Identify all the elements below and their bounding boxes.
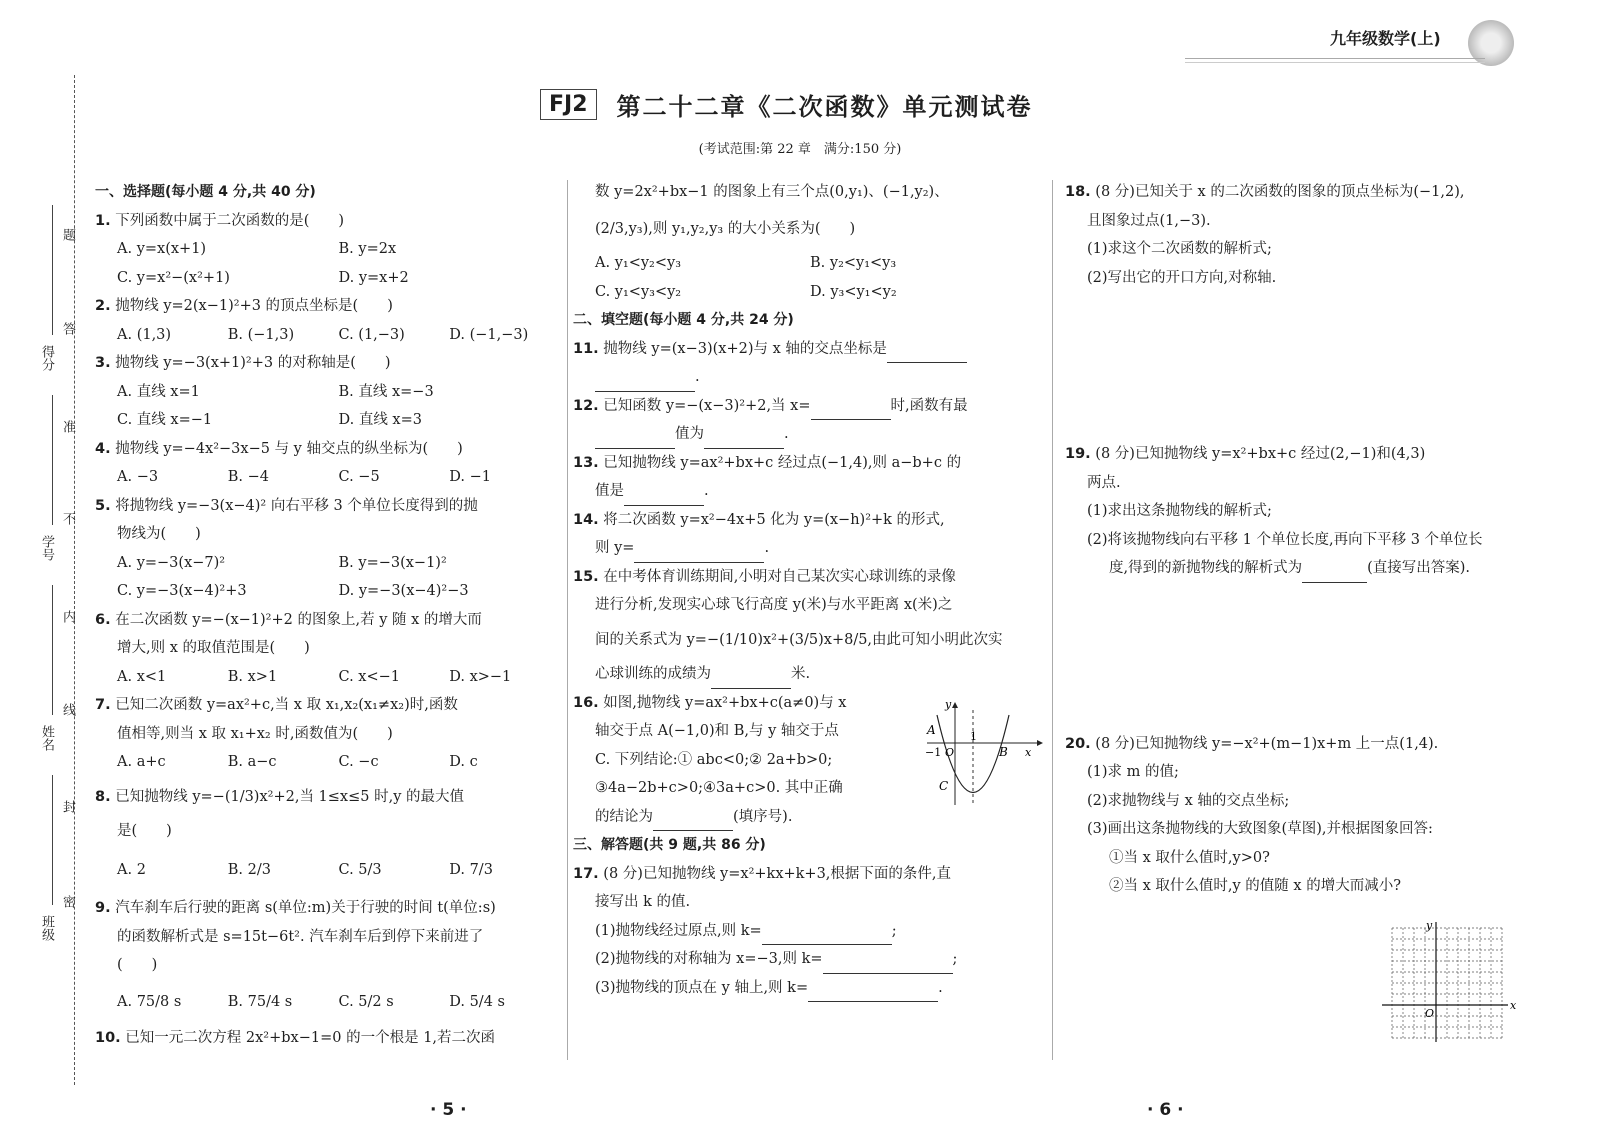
question-number: 20. <box>1065 735 1091 752</box>
answer-blank[interactable] <box>1302 564 1367 583</box>
x-axis-label: x <box>1510 999 1517 1012</box>
question-20-coordinate-grid[interactable] <box>1382 920 1522 1050</box>
question-20-part1: (1)求 m 的值; <box>1087 764 1179 780</box>
question-5: 5. 将抛物线 y=−3(x−4)² 向右平移 3 个单位长度得到的抛 <box>95 497 478 514</box>
question-11: 11. 抛物线 y=(x−3)(x+2)与 x 轴的交点坐标是 <box>573 335 1043 364</box>
answer-blank[interactable] <box>887 344 967 363</box>
binding-rule <box>52 395 53 525</box>
question-17-part3: (3)抛物线的顶点在 y 轴上,则 k= . <box>573 974 1043 1003</box>
question-12-cont: 值为 . <box>573 420 1043 449</box>
binding-char: 准 <box>60 420 75 433</box>
question-8-options: A. 2 B. 2/3 C. 5/3 D. 7/3 <box>117 861 493 878</box>
answer-blank[interactable] <box>595 430 675 449</box>
question-number: 13. <box>573 454 599 471</box>
question-number: 5. <box>95 497 111 514</box>
question-19: 19. (8 分)已知抛物线 y=x²+bx+c 经过(2,−1)和(4,3) <box>1065 446 1426 462</box>
binding-field-class: 班级 <box>39 915 54 941</box>
question-13-cont: 值是 . <box>573 477 1043 506</box>
question-16: 16. 如图,抛物线 y=ax²+bx+c(a≠0)与 x <box>573 694 847 711</box>
binding-dashed-line <box>74 75 75 1085</box>
column-divider <box>567 180 568 1060</box>
y-axis-arrow <box>952 702 958 708</box>
question-18-cont: 且图象过点(1,−3). <box>1087 212 1211 229</box>
question-20-part2: (2)求抛物线与 x 轴的交点坐标; <box>1087 792 1290 809</box>
question-8-cont: 是( ) <box>117 823 172 839</box>
question-number: 9. <box>95 900 111 916</box>
question-2: 2. 抛物线 y=2(x−1)²+3 的顶点坐标是( ) <box>95 298 393 314</box>
section-heading-solve: 三、解答题(共 9 题,共 86 分) <box>573 837 766 853</box>
question-10: 10. 已知一元二次方程 2x²+bx−1=0 的一个根是 1,若二次函 <box>95 1030 496 1046</box>
question-1: 1. 下列函数中属于二次函数的是( ) <box>95 212 345 229</box>
question-10-cont: 数 y=2x²+bx−1 的图象上有三个点(0,y₁)、(−1,y₂)、 <box>595 184 949 200</box>
tick-1-label: 1 <box>970 730 977 743</box>
question-15-cont: 进行分析,发现实心球飞行高度 y(米)与水平距离 x(米)之 <box>595 597 953 613</box>
answer-blank[interactable] <box>823 955 953 974</box>
question-9-cont: 的函数解析式是 s=15t−6t². 汽车刹车后到停下来前进了 <box>117 928 484 945</box>
question-number: 18. <box>1065 184 1091 200</box>
middle-column <box>573 178 1043 1002</box>
question-17: 17. (8 分)已知抛物线 y=x²+kx+k+3,根据下面的条件,直 <box>573 865 952 882</box>
origin-label: O <box>945 746 955 759</box>
header-rule-2 <box>1185 62 1485 63</box>
question-number: 15. <box>573 568 599 585</box>
question-6-cont: 增大,则 x 的取值范围是( ) <box>117 640 310 656</box>
question-number: 3. <box>95 355 111 371</box>
question-19-part1: (1)求出这条抛物线的解析式; <box>1087 503 1272 519</box>
answer-blank[interactable] <box>762 926 892 945</box>
x-axis-label: x <box>1025 746 1032 759</box>
question-10-options: C. y₁<y₃<y₂ D. y₃<y₁<y₂ <box>595 283 897 300</box>
origin-label: O <box>1425 1007 1435 1020</box>
exam-scope: (考试范围:第 22 章 满分:150 分) <box>698 142 902 157</box>
y-axis-label: y <box>1426 920 1433 932</box>
answer-blank[interactable] <box>711 670 791 689</box>
question-18-work-space[interactable] <box>1065 292 1545 440</box>
answer-blank[interactable] <box>653 812 733 831</box>
question-18: 18. (8 分)已知关于 x 的二次函数的图象的顶点坐标为(−1,2), <box>1065 184 1465 200</box>
answer-blank[interactable] <box>808 983 938 1002</box>
page-number-left: · 5 · <box>430 1100 467 1120</box>
question-14: 14. 将二次函数 y=x²−4x+5 化为 y=(x−h)²+k 的形式, <box>573 511 945 528</box>
question-11-cont: . <box>573 363 1043 392</box>
question-17-part1: (1)抛物线经过原点,则 k= ; <box>573 917 1043 946</box>
question-15-cont: 间的关系式为 y=−(1/10)x²+(3/5)x+8/5,由此可知小明此次实 <box>595 631 1003 648</box>
question-10-options: A. y₁<y₂<y₃ B. y₂<y₁<y₃ <box>595 255 897 271</box>
question-number: 8. <box>95 788 111 805</box>
question-1-options: A. y=x(x+1) B. y=2x <box>117 241 397 257</box>
answer-blank[interactable] <box>811 401 891 420</box>
point-b-label: B <box>999 745 1008 759</box>
answer-blank[interactable] <box>634 544 764 563</box>
question-number: 17. <box>573 865 599 882</box>
question-17-cont: 接写出 k 的值. <box>595 894 691 910</box>
question-4-options: A. −3 B. −4 C. −5 D. −1 <box>117 469 491 485</box>
answer-blank[interactable] <box>624 487 704 506</box>
binding-char: 答 <box>60 322 75 335</box>
question-5-options: C. y=−3(x−4)²+3 D. y=−3(x−4)²−3 <box>117 583 469 599</box>
question-number: 4. <box>95 440 111 457</box>
question-number: 2. <box>95 298 111 314</box>
question-9-options: A. 75/8 s B. 75/4 s C. 5/2 s D. 5/4 s <box>117 993 505 1010</box>
header-decoration-icon <box>1468 20 1514 66</box>
question-20-part3-sub2: ②当 x 取什么值时,y 的值随 x 的增大而减小? <box>1109 878 1401 894</box>
question-16-cont: C. 下列结论:① abc<0;② 2a+b>0; <box>595 751 833 768</box>
question-6: 6. 在二次函数 y=−(x−1)²+2 的图象上,若 y 随 x 的增大而 <box>95 611 482 628</box>
question-number: 1. <box>95 212 111 229</box>
x-axis-arrow <box>1037 740 1043 746</box>
question-3: 3. 抛物线 y=−3(x+1)²+3 的对称轴是( ) <box>95 355 391 371</box>
question-8: 8. 已知抛物线 y=−(1/3)x²+2,当 1≤x≤5 时,y 的最大值 <box>95 788 464 805</box>
binding-char: 内 <box>60 610 75 623</box>
question-17-part2: (2)抛物线的对称轴为 x=−3,则 k= ; <box>573 945 1043 974</box>
book-header-label: 九年级数学(上) <box>1330 29 1441 48</box>
question-number: 14. <box>573 511 599 528</box>
question-10-cont: (2/3,y₃),则 y₁,y₂,y₃ 的大小关系为( ) <box>595 220 856 237</box>
question-18-part1: (1)求这个二次函数的解析式; <box>1087 241 1272 257</box>
question-4: 4. 抛物线 y=−4x²−3x−5 与 y 轴交点的纵坐标为( ) <box>95 440 463 457</box>
binding-char: 线 <box>60 703 75 716</box>
binding-char: 密 <box>60 895 75 908</box>
question-19-part2: (2)将该抛物线向右平移 1 个单位长度,再向下平移 3 个单位长 <box>1087 531 1483 548</box>
question-number: 12. <box>573 397 599 414</box>
question-number: 6. <box>95 611 111 628</box>
question-6-options: A. x<1 B. x>1 C. x<−1 D. x>−1 <box>117 668 512 685</box>
question-19-part2-cont: 度,得到的新抛物线的解析式为 (直接写出答案). <box>1065 554 1545 583</box>
question-number: 7. <box>95 697 111 713</box>
question-3-options: C. 直线 x=−1 D. 直线 x=3 <box>117 412 422 428</box>
question-3-options: A. 直线 x=1 B. 直线 x=−3 <box>117 383 434 400</box>
question-number: 16. <box>573 694 599 711</box>
question-19-cont: 两点. <box>1087 474 1121 491</box>
binding-field-name: 姓名 <box>39 725 54 751</box>
binding-rule <box>52 205 53 335</box>
binding-char: 不 <box>60 512 75 525</box>
question-7: 7. 已知二次函数 y=ax²+c,当 x 取 x₁,x₂(x₁≠x₂)时,函数 <box>95 697 458 713</box>
y-axis-label: y <box>945 700 952 711</box>
section-heading-fill: 二、填空题(每小题 4 分,共 24 分) <box>573 312 794 328</box>
column-divider <box>1052 180 1053 1060</box>
question-16-cont: 轴交于点 A(−1,0)和 B,与 y 轴交于点 <box>595 723 839 739</box>
question-7-cont: 值相等,则当 x 取 x₁+x₂ 时,函数值为( ) <box>117 725 393 742</box>
question-20-part3: (3)画出这条抛物线的大致图象(草图),并根据图象回答: <box>1087 821 1433 837</box>
question-9: 9. 汽车刹车后行驶的距离 s(单位:m)关于行驶的时间 t(单位:s) <box>95 900 496 916</box>
right-column <box>1065 178 1545 901</box>
question-13: 13. 已知抛物线 y=ax²+bx+c 经过点(−1,4),则 a−b+c 的 <box>573 454 962 471</box>
question-2-options: A. (1,3) B. (−1,3) C. (1,−3) D. (−1,−3) <box>117 326 529 343</box>
binding-field-student-id: 学号 <box>39 535 54 561</box>
tick-neg1-label: −1 <box>925 746 942 759</box>
question-number: 11. <box>573 340 599 357</box>
point-a-label: A <box>927 723 936 737</box>
point-c-label: C <box>939 779 949 793</box>
question-14-cont: 则 y= . <box>573 534 1043 563</box>
question-15-cont: 心球训练的成绩为 米. <box>573 660 1043 689</box>
binding-field-score: 得分 <box>39 345 54 371</box>
question-16-parabola-figure <box>925 700 1045 810</box>
question-18-part2: (2)写出它的开口方向,对称轴. <box>1087 269 1277 286</box>
question-15: 15. 在中考体育训练期间,小明对自己某次实心球训练的录像 <box>573 568 956 585</box>
binding-char: 封 <box>60 800 75 813</box>
question-5-options: A. y=−3(x−7)² B. y=−3(x−1)² <box>117 554 447 571</box>
question-20: 20. (8 分)已知抛物线 y=−x²+(m−1)x+m 上一点(1,4). <box>1065 735 1439 752</box>
header-rule <box>1185 58 1485 59</box>
title-block <box>540 87 1033 122</box>
answer-blank[interactable] <box>704 430 784 449</box>
binding-char: 题 <box>60 228 75 241</box>
binding-rule <box>52 585 53 715</box>
question-12: 12. 已知函数 y=−(x−3)²+2,当 x= 时,函数有最 <box>573 392 1043 421</box>
question-number: 10. <box>95 1030 121 1046</box>
answer-blank[interactable] <box>595 373 695 392</box>
section-heading-choice: 一、选择题(每小题 4 分,共 40 分) <box>95 184 316 200</box>
question-7-options: A. a+c B. a−c C. −c D. c <box>117 754 478 770</box>
question-20-part3-sub1: ①当 x 取什么值时,y>0? <box>1109 849 1270 866</box>
question-9-cont: ( ) <box>117 957 158 973</box>
question-1-options: C. y=x²−(x²+1) D. y=x+2 <box>117 269 409 286</box>
page-title: 第二十二章《二次函数》单元测试卷 <box>616 92 1033 121</box>
question-16-cont: ③4a−2b+c>0;④3a+c>0. 其中正确 <box>595 780 843 796</box>
page-number-right: · 6 · <box>1147 1100 1184 1120</box>
left-column <box>95 178 560 1053</box>
question-16-cont: 的结论为 (填序号). <box>573 803 1043 832</box>
question-number: 19. <box>1065 446 1091 462</box>
unit-code-badge: FJ2 <box>540 89 597 120</box>
question-5-cont: 物线为( ) <box>117 526 201 542</box>
question-19-work-space[interactable] <box>1065 583 1545 730</box>
binding-rule <box>52 775 53 905</box>
